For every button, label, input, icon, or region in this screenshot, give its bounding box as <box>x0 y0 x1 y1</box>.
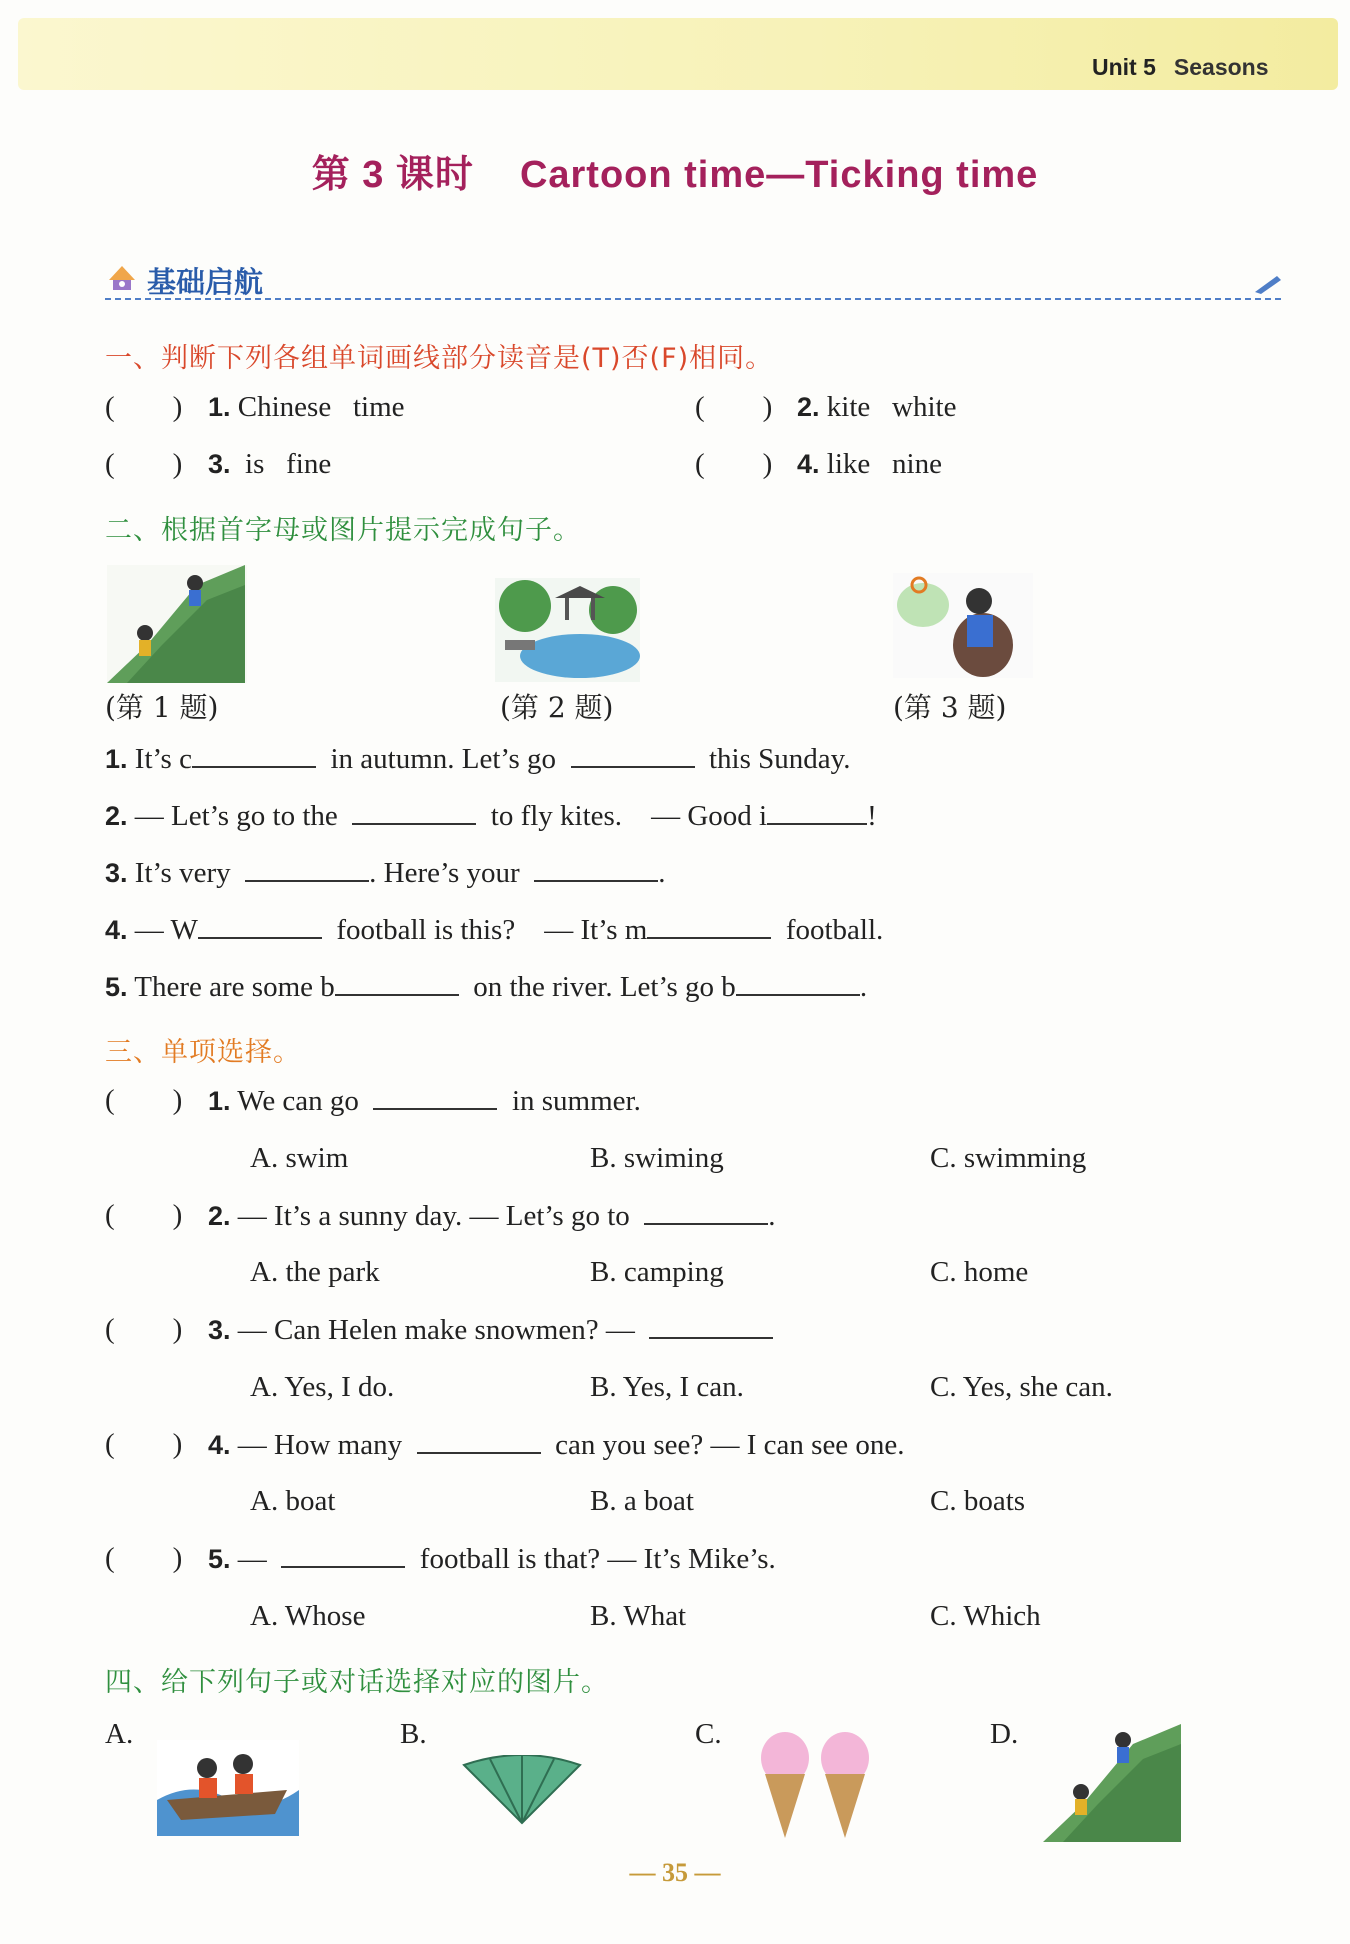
option-b[interactable]: B. What <box>590 1600 687 1632</box>
answer-blank[interactable] <box>352 799 476 825</box>
answer-paren[interactable]: ( ) <box>105 1199 183 1231</box>
page-title <box>0 143 1350 198</box>
part1-item-1: 1. Chinese time <box>208 391 405 423</box>
picture-label-d: D. <box>990 1718 1019 1750</box>
answer-blank[interactable] <box>373 1084 497 1110</box>
option-b[interactable]: B. camping <box>590 1256 724 1288</box>
page-number: — 35 — <box>629 1858 721 1887</box>
answer-blank[interactable] <box>417 1428 541 1454</box>
unit-title: Seasons <box>1173 54 1269 80</box>
picture-caption-3: (第 3 题) <box>893 691 1007 724</box>
answer-blank[interactable] <box>245 856 369 882</box>
boat-picture <box>157 1740 299 1841</box>
fan-picture <box>460 1755 584 1830</box>
ice-cream-picture <box>755 1730 875 1845</box>
answer-paren[interactable]: ( ) <box>695 448 773 480</box>
answer-paren[interactable]: ( ) <box>105 1313 183 1345</box>
park-picture <box>495 578 640 687</box>
part1-item-4: 4. like nine <box>797 448 942 480</box>
answer-blank[interactable] <box>335 970 459 996</box>
option-a[interactable]: A. the park <box>250 1256 380 1288</box>
lesson-number: 第 3 课时 <box>311 154 474 196</box>
lesson-topic: Cartoon time—Ticking time <box>519 154 1039 196</box>
section-header <box>105 258 1281 300</box>
pen-icon <box>1253 272 1283 299</box>
part2-heading: 二、根据首字母或图片提示完成句子。 <box>105 515 581 546</box>
picture-caption-2: (第 2 题) <box>500 691 614 724</box>
picture-caption-1: (第 1 题) <box>105 691 219 724</box>
answer-blank[interactable] <box>736 970 860 996</box>
part4-heading: 四、给下列句子或对话选择对应的图片。 <box>105 1667 609 1698</box>
option-a[interactable]: A. swim <box>250 1142 349 1174</box>
unit-number: Unit 5 <box>1092 54 1156 80</box>
picture-label-b: B. <box>400 1718 427 1750</box>
option-c[interactable]: C. Which <box>930 1600 1041 1632</box>
part2-item-3: 3. It’s very . Here’s your . <box>105 857 666 889</box>
part2-item-4: 4. — W football is this? — It’s m football. <box>105 914 884 946</box>
answer-paren[interactable]: ( ) <box>695 391 773 423</box>
answer-blank[interactable] <box>571 742 695 768</box>
cold-boy-picture <box>893 573 1033 683</box>
answer-blank[interactable] <box>649 1313 773 1339</box>
option-c[interactable]: C. boats <box>930 1485 1026 1517</box>
answer-paren[interactable]: ( ) <box>105 1084 183 1116</box>
part2-item-1: 1. It’s c in autumn. Let’s go this Sunday. <box>105 743 851 775</box>
answer-paren[interactable]: ( ) <box>105 391 183 423</box>
part1-heading: 一、判断下列各组单词画线部分读音是(T)否(F)相同。 <box>105 343 774 374</box>
answer-paren[interactable]: ( ) <box>105 1428 183 1460</box>
part2-item-5: 5. There are some b on the river. Let’s go b . <box>105 971 868 1003</box>
option-b[interactable]: B. Yes, I can. <box>590 1371 744 1403</box>
option-b[interactable]: B. a boat <box>590 1485 694 1517</box>
option-c[interactable]: C. home <box>930 1256 1029 1288</box>
part1-item-3: 3. is fine <box>208 448 332 480</box>
option-a[interactable]: A. Yes, I do. <box>250 1371 395 1403</box>
unit-label <box>1092 54 1269 81</box>
option-c[interactable]: C. swimming <box>930 1142 1087 1174</box>
hill-climbing-picture <box>1043 1724 1183 1847</box>
answer-blank[interactable] <box>192 742 316 768</box>
section-label: 基础启航 <box>147 265 264 299</box>
option-a[interactable]: A. boat <box>250 1485 336 1517</box>
part2-item-2: 2. — Let’s go to the to fly kites. — Good i ! <box>105 800 877 832</box>
answer-blank[interactable] <box>647 913 771 939</box>
option-b[interactable]: B. swiming <box>590 1142 724 1174</box>
answer-blank[interactable] <box>644 1199 768 1225</box>
answer-paren[interactable]: ( ) <box>105 1542 183 1574</box>
part3-question-1: 1. We can go in summer. <box>208 1085 641 1117</box>
option-c[interactable]: C. Yes, she can. <box>930 1371 1113 1403</box>
answer-paren[interactable]: ( ) <box>105 448 183 480</box>
house-icon <box>105 260 139 299</box>
part3-question-4: 4. — How many can you see? — I can see one. <box>208 1429 905 1461</box>
part1-item-2: 2. kite white <box>797 391 957 423</box>
answer-blank[interactable] <box>198 913 322 939</box>
part3-question-2: 2. — It’s a sunny day. — Let’s go to . <box>208 1200 776 1232</box>
picture-label-a: A. <box>105 1718 134 1750</box>
picture-label-c: C. <box>695 1718 722 1750</box>
answer-blank[interactable] <box>534 856 658 882</box>
answer-blank[interactable] <box>281 1542 405 1568</box>
part3-heading: 三、单项选择。 <box>105 1037 301 1068</box>
answer-blank[interactable] <box>767 799 867 825</box>
part3-question-5: 5. — football is that? — It’s Mike’s. <box>208 1543 776 1575</box>
hill-climbing-picture <box>107 565 247 688</box>
option-a[interactable]: A. Whose <box>250 1600 366 1632</box>
part3-question-3: 3. — Can Helen make snowmen? — <box>208 1313 773 1347</box>
